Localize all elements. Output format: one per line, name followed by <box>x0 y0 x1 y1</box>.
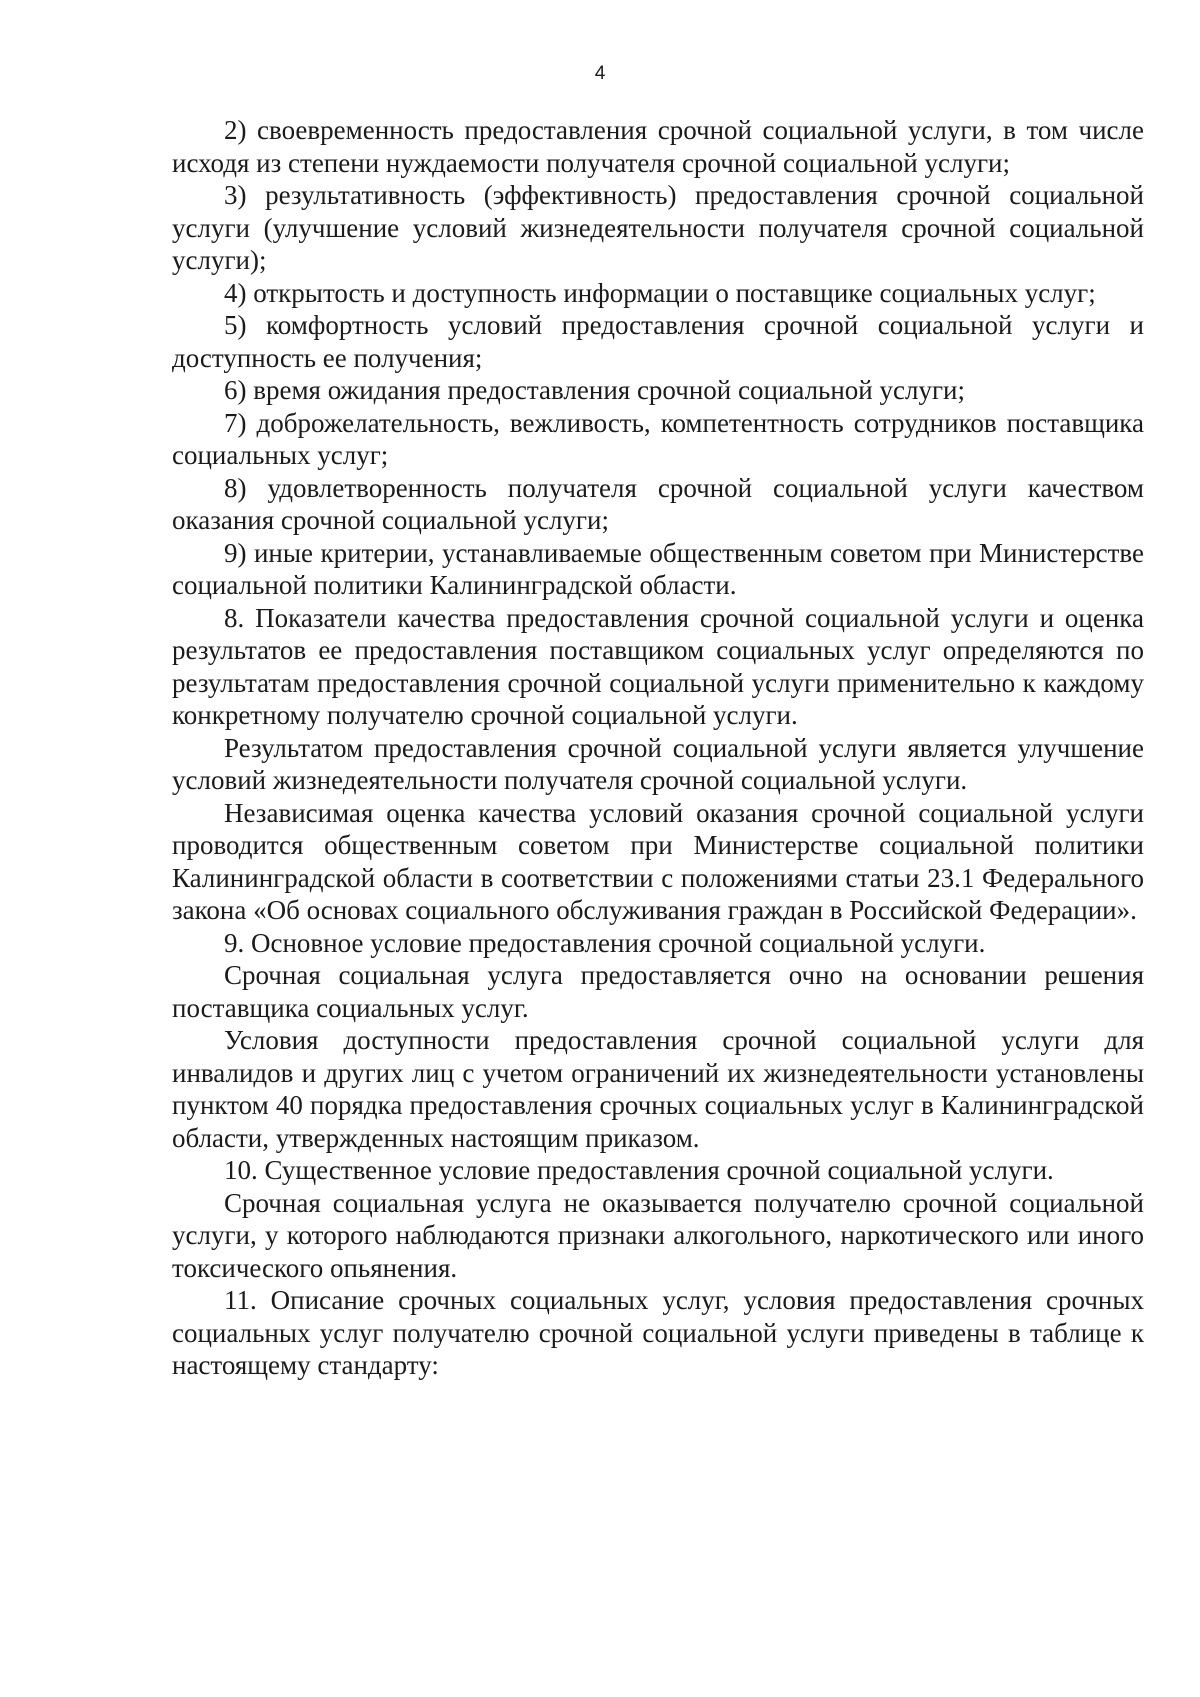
document-body <box>172 114 1144 1382</box>
paragraph-independent-assessment: Независимая оценка качества условий оказания срочной социальной услуги проводится общественным советом при Министерстве социальной политики Калининградской области в соответствии с положениями статьи 23.1 Федерального закона «Об основах социального обслуживания граждан в Российской Федерации». <box>172 797 1144 925</box>
paragraph-result: Результатом предоставления срочной социальной услуги является улучшение условий жизнедеятельности получателя срочной социальной услуги. <box>172 732 1144 795</box>
paragraph-section-8: 8. Показатели качества предоставления срочной социальной услуги и оценка результатов ее предоставления поставщиком социальных услуг определяются по результатам предоставления срочной социальной услуги применительно к каждому конкретному получателю срочной социальной услуги. <box>172 602 1144 730</box>
paragraph-criterion-2: 2) своевременность предоставления срочной социальной услуги, в том числе исходя из степени нуждаемости получателя срочной социальной услуги; <box>172 115 1144 178</box>
paragraph-criterion-9: 9) иные критерии, устанавливаемые общественным советом при Министерстве социальной политики Калининградской области. <box>172 537 1144 600</box>
page-number: 4 <box>594 63 606 84</box>
paragraph-criterion-8: 8) удовлетворенность получателя срочной социальной услуги качеством оказания срочной социальной услуги; <box>172 472 1144 535</box>
paragraph-accessibility: Условия доступности предоставления срочной социальной услуги для инвалидов и других лиц с учетом ограничений их жизнедеятельности установлены пунктом 40 порядка предоставления срочных социальных услуг в Калининградской области, утвержденных настоящим приказом. <box>172 1025 1144 1153</box>
paragraph-section-11: 11. Описание срочных социальных услуг, условия предоставления срочных социальных услуг получателю срочной социальной услуги приведены в таблице к настоящему стандарту: <box>172 1285 1144 1380</box>
paragraph-criterion-3: 3) результативность (эффективность) предоставления срочной социальной услуги (улучшение условий жизнедеятельности получателя срочной социальной услуги); <box>172 180 1144 275</box>
paragraph-refusal-condition: Срочная социальная услуга не оказывается получателю срочной социальной услуги, у которого наблюдаются признаки алкогольного, наркотического или иного токсического опьянения. <box>172 1187 1144 1283</box>
paragraph-in-person-service: Срочная социальная услуга предоставляется очно на основании решения поставщика социальных услуг. <box>172 960 1144 1023</box>
paragraph-criterion-4: 4) открытость и доступность информации о поставщике социальных услуг; <box>224 277 1096 308</box>
paragraph-criterion-6: 6) время ожидания предоставления срочной социальной услуги; <box>224 375 965 405</box>
paragraph-criterion-5: 5) комфортность условий предоставления срочной социальной услуги и доступность ее получения; <box>172 310 1144 373</box>
paragraph-section-9: 9. Основное условие предоставления срочной социальной услуги. <box>224 927 986 958</box>
paragraph-criterion-7: 7) доброжелательность, вежливость, компетентность сотрудников поставщика социальных услуг; <box>172 407 1144 470</box>
paragraph-section-10: 10. Существенное условие предоставления срочной социальной услуги. <box>224 1155 1054 1185</box>
